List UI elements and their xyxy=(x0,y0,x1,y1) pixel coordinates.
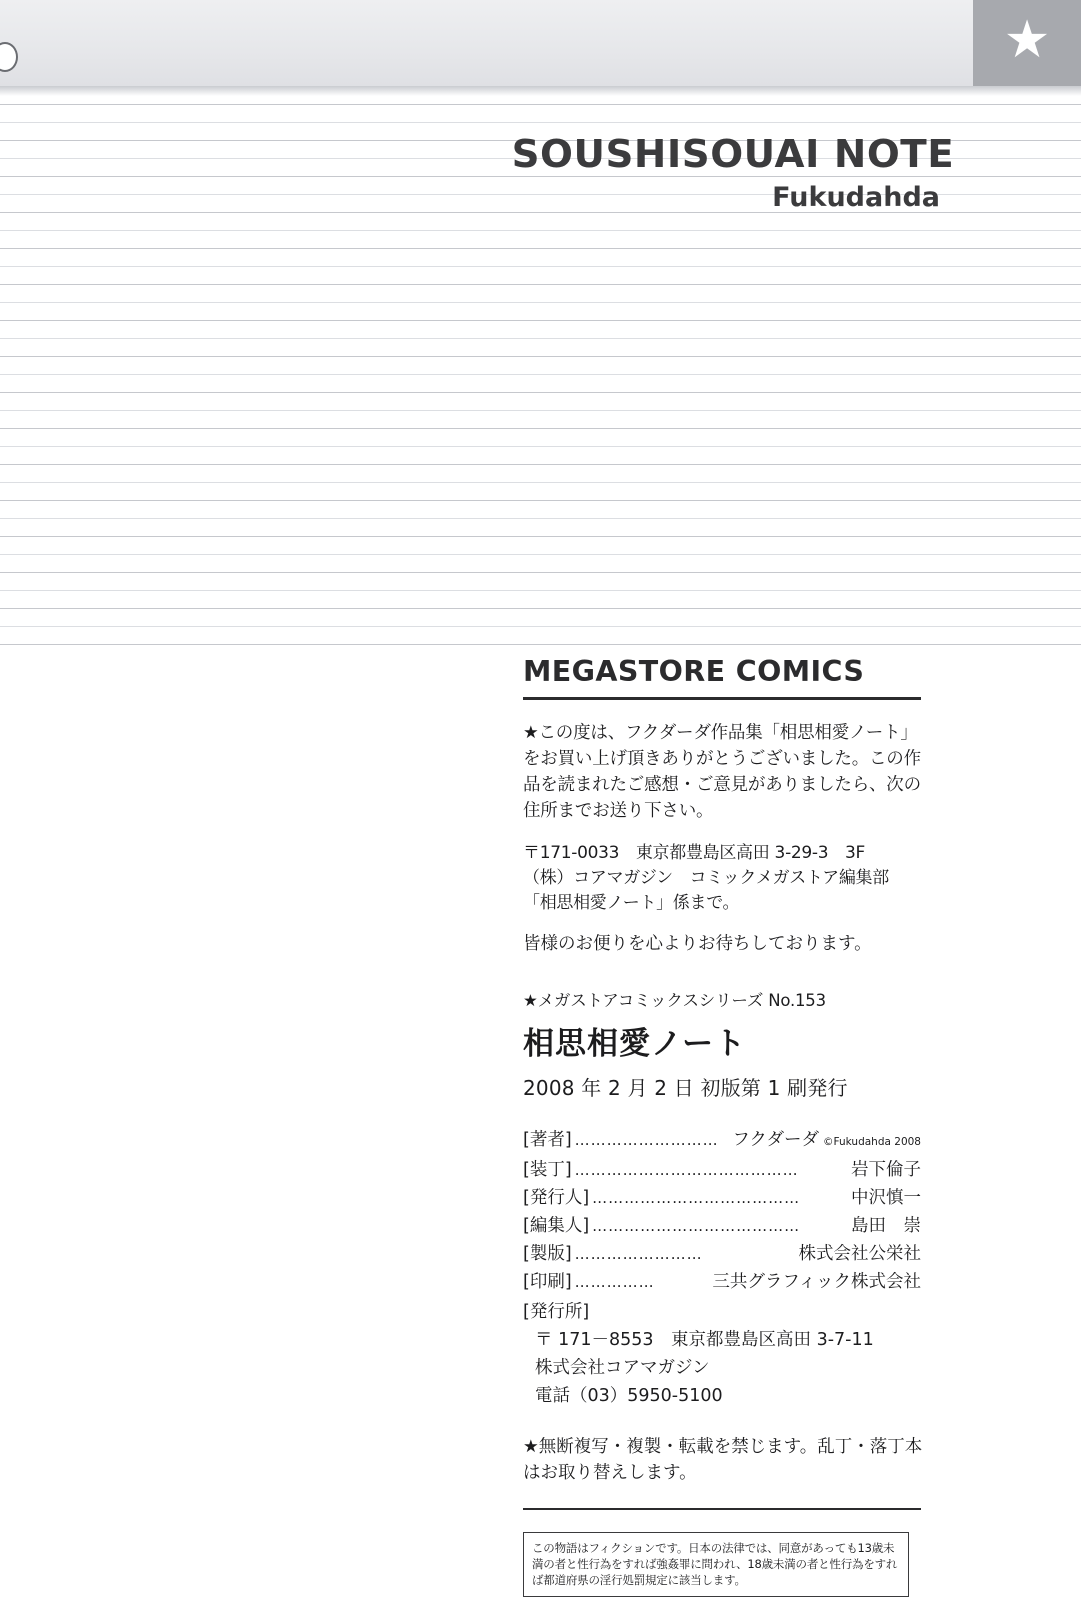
top-band-shadow xyxy=(0,86,1081,96)
title-block xyxy=(511,132,955,213)
credit-value: 三共グラフィック株式会社 xyxy=(712,1272,921,1292)
imprint-divider xyxy=(523,697,921,700)
credit-row xyxy=(523,1184,921,1212)
japanese-title: 相思相愛ノート xyxy=(523,1026,747,1062)
legal-disclaimer-box: この物語はフィクションです。日本の法律では、同意があっても13歳未満の者と性行為をすれば強姦罪に問われ、18歳未満の者と性行為をすれば都道府県の淫行処罰規定に該当します。 xyxy=(523,1532,909,1597)
author-name: Fukudahda xyxy=(772,182,940,213)
credit-label: [編集人] xyxy=(523,1216,590,1236)
bottom-divider xyxy=(523,1508,921,1510)
page-title: SOUSHISOUAI NOTE xyxy=(511,132,955,176)
credit-value: 中沢慎一 xyxy=(851,1188,921,1208)
publisher-address-line: 〒 171－8553 東京都豊島区高田 3-7-11 xyxy=(535,1330,874,1350)
credit-row xyxy=(523,1268,921,1296)
address-line: 〒171-0033 東京都豊島区高田 3-29-3 3F xyxy=(523,843,865,863)
credit-dots: ………………………………… xyxy=(592,1189,801,1207)
credit-dots: …………………… xyxy=(574,1245,703,1263)
address-line: （株）コアマガジン コミックメガストア編集部 xyxy=(523,868,889,888)
credit-dots: …………… xyxy=(574,1273,655,1291)
top-band-gradient xyxy=(0,0,1081,86)
top-band xyxy=(0,0,1081,86)
star-badge xyxy=(973,0,1081,86)
credits-list xyxy=(523,1126,921,1296)
credit-dots: …………………………………… xyxy=(574,1161,799,1179)
publisher-name: 株式会社コアマガジン xyxy=(535,1358,710,1378)
publisher-phone: 電話（03）5950-5100 xyxy=(535,1386,723,1406)
credit-dots: ……………………… xyxy=(574,1131,719,1149)
credit-label: [製版] xyxy=(523,1244,572,1264)
publisher-heading: [発行所] xyxy=(523,1302,590,1322)
credit-value: フクダーダ ©Fukudahda 2008 xyxy=(732,1130,921,1150)
credit-label: [装丁] xyxy=(523,1160,572,1180)
credit-dots: ………………………………… xyxy=(592,1217,801,1235)
copyright-notice: ★無断複写・複製・転載を禁じます。乱丁・落丁本はお取り替えします。 xyxy=(523,1437,923,1483)
imprint-name: MEGASTORE COMICS xyxy=(523,655,865,688)
publisher-block xyxy=(523,1298,923,1410)
thanks-paragraph: ★この度は、フクダーダ作品集「相思相愛ノート」をお買い上げ頂きありがとうございました。この作品を読まれたご感想・ご意見がありましたら、次の住所までお送り下さい。 xyxy=(523,723,921,821)
credit-row xyxy=(523,1126,921,1156)
credit-label: [印刷] xyxy=(523,1272,572,1292)
series-number: ★メガストアコミックスシリーズ No.153 xyxy=(523,991,826,1010)
credit-label: [発行人] xyxy=(523,1188,590,1208)
publication-date: 2008 年 2 月 2 日 初版第 1 刷発行 xyxy=(523,1076,848,1100)
credit-value: 島田 崇 xyxy=(851,1216,921,1236)
closing-message: 皆様のお便りを心よりお待ちしております。 xyxy=(523,934,872,954)
address-line: 「相思相愛ノート」係まで。 xyxy=(523,893,740,913)
star-icon: ★ xyxy=(1003,11,1051,69)
credit-row xyxy=(523,1156,921,1184)
credit-copyright: ©Fukudahda 2008 xyxy=(823,1136,921,1148)
editorial-address xyxy=(523,841,923,916)
credit-value: 岩下倫子 xyxy=(851,1160,921,1180)
credit-value: 株式会社公栄社 xyxy=(798,1244,921,1264)
colophon-block xyxy=(523,655,923,1597)
credit-row xyxy=(523,1212,921,1240)
credit-label: [著者] xyxy=(523,1130,572,1150)
credit-row xyxy=(523,1240,921,1268)
